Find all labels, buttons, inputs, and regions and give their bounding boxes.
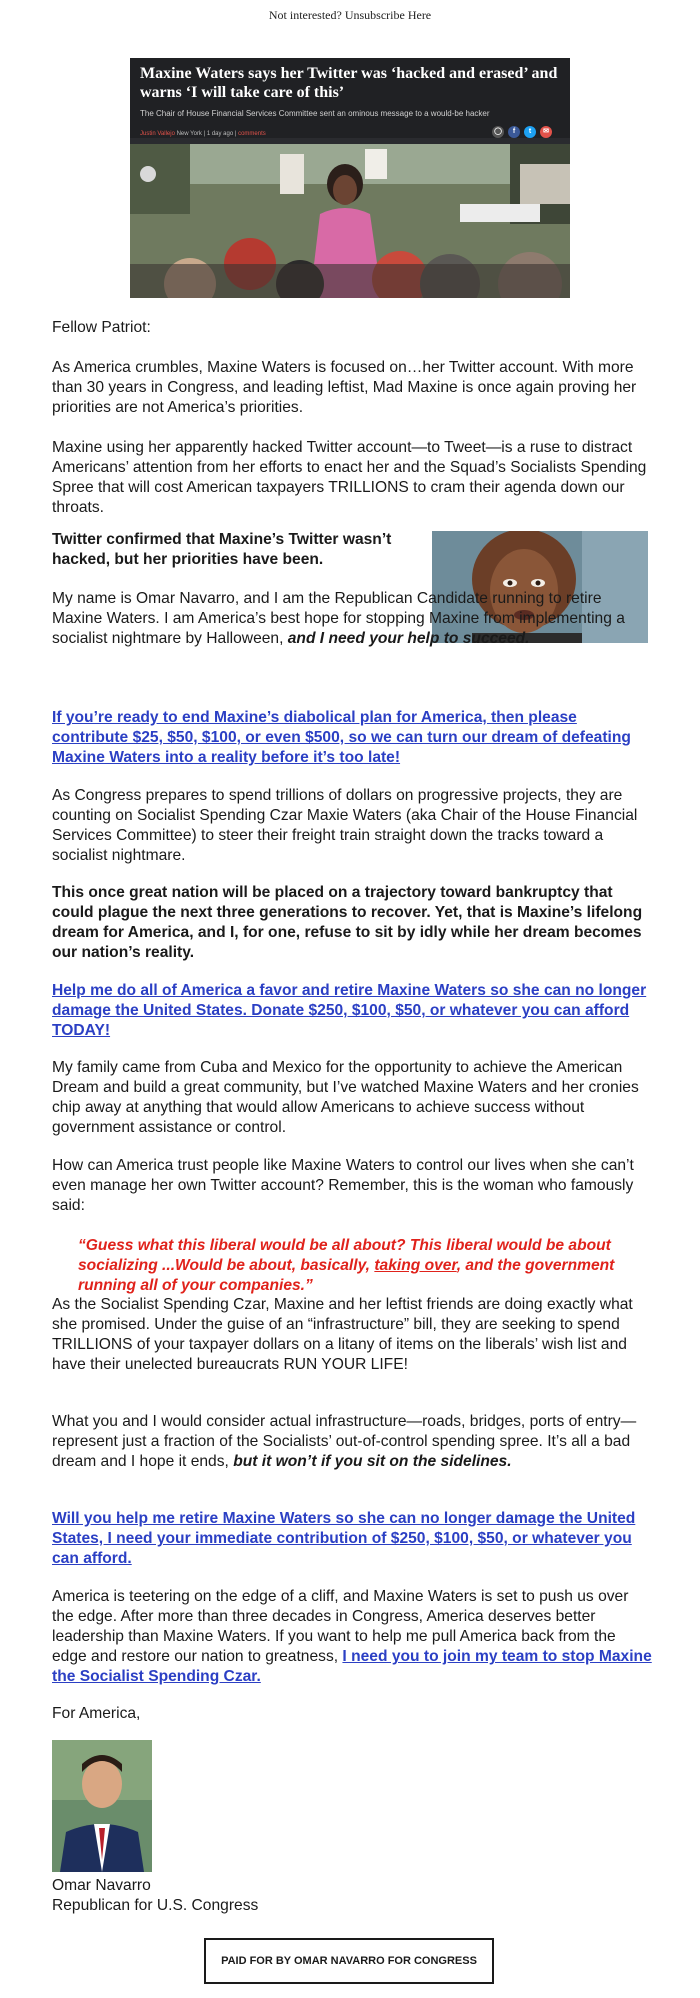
donate-link-3[interactable]: Will you help me retire Maxine Waters so she can no longer damage the United States, I need your immediate contribution of $250, $100, $50, or whatever you can afford. bbox=[52, 1510, 636, 1567]
news-article-image[interactable] bbox=[130, 58, 570, 298]
article-header bbox=[130, 58, 570, 138]
paragraph-10-text: What you and I would consider actual infrastructure—roads, bridges, ports of entry—represent just a fraction of the Socialists’ out-of-control spending spree. It’s all a bad dream and I hope it ends, bbox=[52, 1413, 637, 1470]
article-location-time: New York | 1 day ago | bbox=[174, 131, 239, 137]
paragraph-4 bbox=[52, 589, 652, 649]
paragraph-5: As Congress prepares to spend trillions of dollars on progressive projects, they are counting on Socialist Spending Czar Maxie Waters (aka Chair of the House Financial Services Committee) to steer their freight train straight down the tracks toward a socialist nightmare. bbox=[52, 787, 638, 864]
article-comments: comments bbox=[238, 131, 266, 137]
comment-icon: ◯ bbox=[492, 126, 504, 138]
paragraph-10 bbox=[52, 1412, 652, 1472]
paragraph-10-emphasis: but it won’t if you sit on the sidelines. bbox=[233, 1453, 512, 1470]
article-subheadline: The Chair of House Financial Services Committee sent an ominous message to a would-be hacker bbox=[140, 109, 490, 118]
unsubscribe-line[interactable] bbox=[0, 8, 700, 23]
unsubscribe-link[interactable]: Not interested? Unsubscribe Here bbox=[268, 8, 432, 22]
signature-name: Omar Navarro bbox=[52, 1877, 151, 1894]
article-headline: Maxine Waters says her Twitter was ‘hacked and erased’ and warns ‘I will take care of this’ bbox=[140, 65, 558, 101]
twitter-icon: t bbox=[524, 126, 536, 138]
paragraph-8: How can America trust people like Maxine Waters to control our lives when she can’t even manage her own Twitter account? Remember, this is the woman who famously said: bbox=[52, 1157, 634, 1214]
paragraph-3-bold: Twitter confirmed that Maxine’s Twitter wasn’t hacked, but her priorities have been. bbox=[52, 531, 392, 568]
rally-photo bbox=[130, 144, 570, 298]
facebook-icon: f bbox=[508, 126, 520, 138]
quote-part-1: “Guess what this liberal would be all about? This liberal would be about socializing ...Would be about, basically, bbox=[78, 1237, 611, 1274]
email-icon: ✉ bbox=[540, 126, 552, 138]
donate-link-3-container[interactable] bbox=[52, 1509, 652, 1569]
quote-underlined: taking over bbox=[374, 1257, 457, 1274]
paid-for-disclaimer: PAID FOR BY OMAR NAVARRO FOR CONGRESS bbox=[204, 1938, 494, 1984]
omar-navarro-photo bbox=[52, 1740, 152, 1872]
paragraph-11 bbox=[52, 1587, 652, 1687]
paragraph-4-emphasis: and I need your help to succeed. bbox=[287, 630, 530, 647]
donate-link-2[interactable]: Help me do all of America a favor and retire Maxine Waters so she can no longer damage the United States. Donate $250, $100, $50, or whatever you can afford TODAY! bbox=[52, 982, 647, 1039]
paragraph-7: My family came from Cuba and Mexico for the opportunity to achieve the American Dream and build a great community, but I’ve watched Maxine Waters and her cronies chip away at anything that would allow Americans to achieve success without government assistance or control. bbox=[52, 1059, 639, 1136]
paragraph-1: As America crumbles, Maxine Waters is focused on…her Twitter account. With more than 30 years in Congress, and leading leftist, Mad Maxine is once again proving her priorities are not America’s priorities. bbox=[52, 359, 637, 416]
article-byline bbox=[140, 131, 266, 137]
join-team-link[interactable]: I need you to join my team to stop Maxine the Socialist Spending Czar. bbox=[52, 1648, 652, 1685]
paragraph-6-bold: This once great nation will be placed on a trajectory toward bankruptcy that could plague the next three generations to recover. Yet, that is Maxine’s lifelong dream for America, and I, for one, refuse to sit by idly while her dream becomes our nation’s reality. bbox=[52, 884, 643, 961]
paragraph-2: Maxine using her apparently hacked Twitter account—to Tweet—is a ruse to distract Americans’ attention from her efforts to enact her and the Squad’s Socialists Spending Spree that will cost American taxpayers TRILLIONS to cram their agenda down our throats. bbox=[52, 439, 647, 516]
maxine-quote bbox=[78, 1236, 638, 1296]
donate-link-1[interactable]: If you’re ready to end Maxine’s diabolical plan for America, then please contribute $25, $50, $100, or even $500, so we can turn our dream of defeating Maxine Waters into a reality before it’s too late! bbox=[52, 709, 631, 766]
article-author: Justin Vallejo bbox=[140, 131, 175, 137]
closing: For America, bbox=[52, 1705, 141, 1722]
donate-link-2-container[interactable] bbox=[52, 981, 652, 1041]
donate-link-1-container[interactable] bbox=[52, 708, 652, 768]
paragraph-4-text: My name is Omar Navarro, and I am the Republican Candidate running to retire Maxine Waters. I am America’s best hope for stopping Maxine from implementing a socialist nightmare by Halloween, bbox=[52, 590, 625, 647]
greeting: Fellow Patriot: bbox=[52, 319, 151, 336]
paragraph-9: As the Socialist Spending Czar, Maxine and her leftist friends are doing exactly what she promised. Under the guise of an “infrastructure” bill, they are seeking to spend TRILLIONS of your taxpayer dollars on a litany of items on the liberals’ wish list and have their unelected bureaucrats RUN YOUR LIFE! bbox=[52, 1296, 633, 1373]
quote-part-2: , and the government running all of your companies.” bbox=[78, 1257, 615, 1294]
paragraph-11-text: America is teetering on the edge of a cliff, and Maxine Waters is set to push us over the edge. After more than three decades in Congress, America deserves better leadership than Maxine Waters. If you want to help me pull America back from the edge and restore our nation to greatness, bbox=[52, 1588, 629, 1665]
signature-title: Republican for U.S. Congress bbox=[52, 1897, 259, 1914]
